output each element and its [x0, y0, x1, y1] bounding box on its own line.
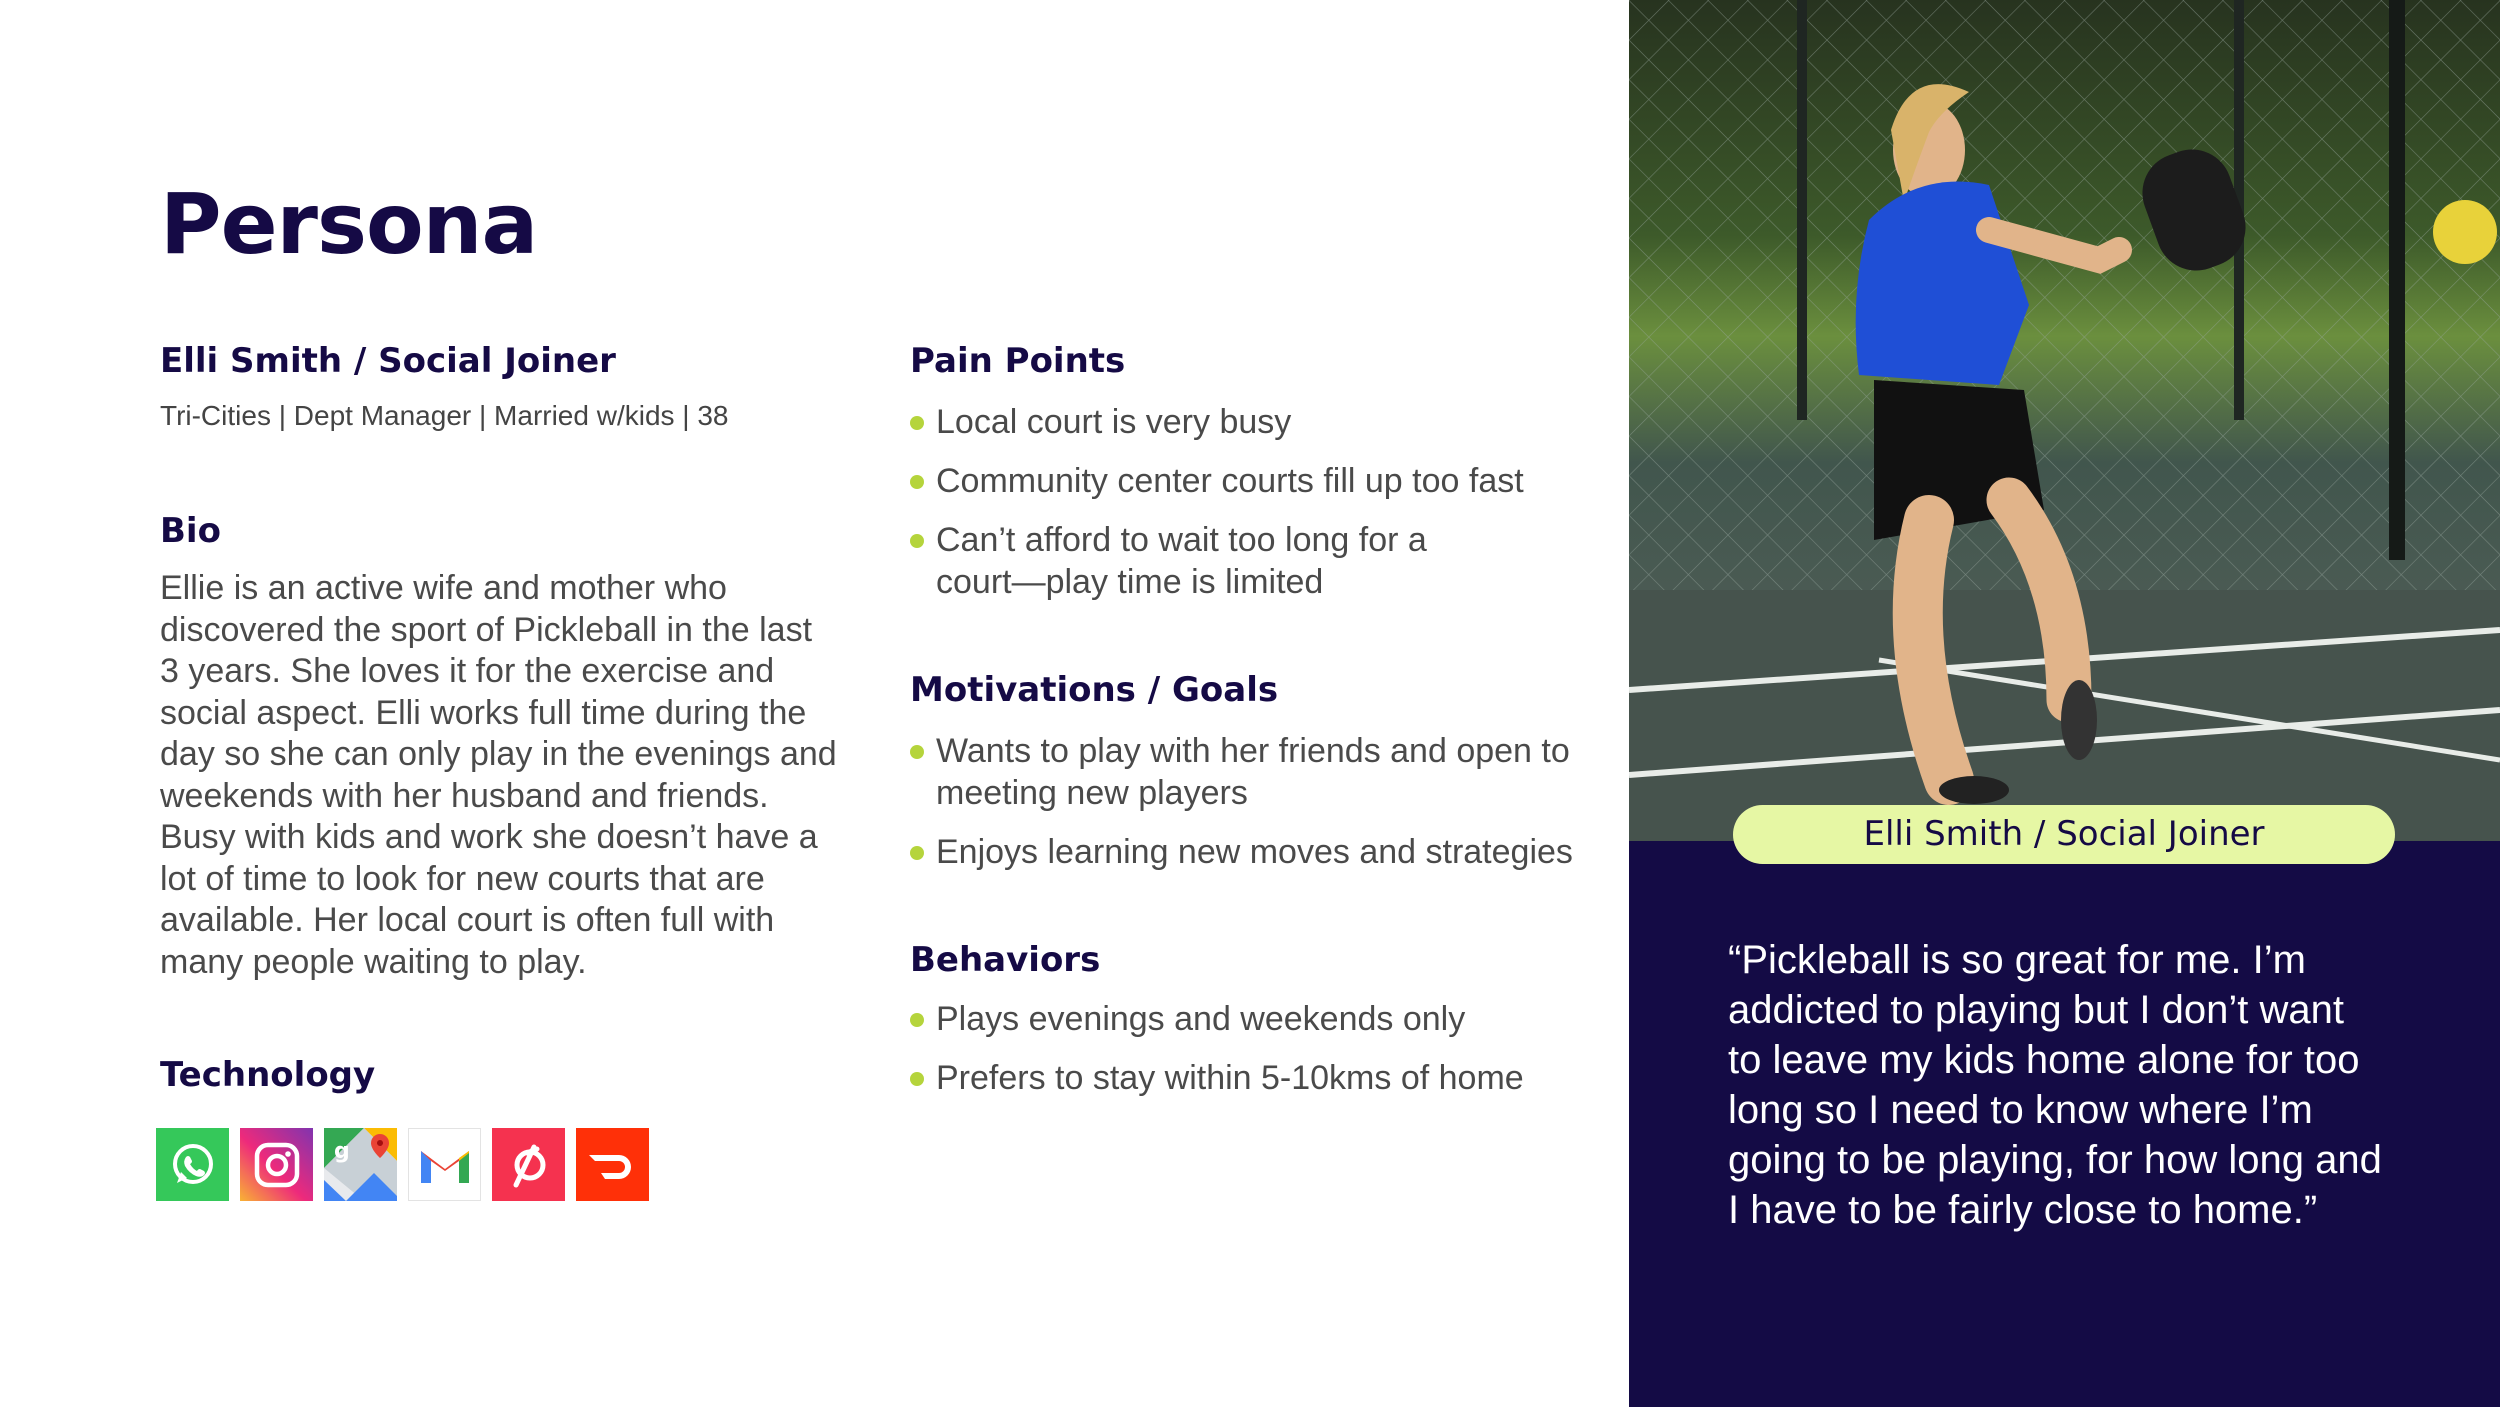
instagram-icon — [240, 1128, 313, 1201]
motivations-heading: Motivations / Goals — [910, 670, 1279, 710]
technology-heading: Technology — [160, 1055, 376, 1095]
pain-points-heading: Pain Points — [910, 341, 1126, 381]
persona-quote: “Pickleball is so great for me. I’m addicted to playing but I don’t want to leave my kids home alone for too long so I need to know where I’m going to be playing, for how long and I have to be fairly close to home.” — [1728, 938, 2382, 1232]
doordash-icon — [576, 1128, 649, 1201]
list-item: Prefers to stay within 5-10kms of home — [910, 1057, 1610, 1099]
persona-name-heading: Elli Smith / Social Joiner — [160, 341, 616, 381]
svg-text:g: g — [334, 1139, 350, 1164]
persona-photo — [1629, 0, 2500, 841]
peloton-icon — [492, 1128, 565, 1201]
google-maps-icon — [324, 1128, 397, 1201]
list-item: Wants to play with her friends and open to meeting new players — [910, 730, 1576, 814]
list-item: Enjoys learning new moves and strategies — [910, 831, 1610, 873]
list-item: Local court is very busy — [910, 401, 1610, 443]
persona-meta: Tri-Cities | Dept Manager | Married w/kids | 38 — [160, 400, 729, 431]
technology-icons — [156, 1128, 649, 1201]
list-item: Community center courts fill up too fast — [910, 460, 1610, 502]
list-item: Can’t afford to wait too long for a court—play time is limited — [910, 519, 1456, 603]
behaviors-list — [910, 998, 1610, 1116]
whatsapp-icon — [156, 1128, 229, 1201]
gmail-icon — [408, 1128, 481, 1201]
photo-name-tag: Elli Smith / Social Joiner — [1733, 805, 2395, 864]
page-title: Persona — [160, 175, 538, 273]
bio-text: Ellie is an active wife and mother who discovered the sport of Pickleball in the last 3 years. She loves it for the exercise and social aspect. Elli works full time during the day so she can only play in the evenings and weekends with her husband and friends. Busy with kids and work she doesn’t have a lot of time to look for new courts that are available. Her local court is often full with many people waiting to play. — [160, 569, 837, 981]
list-item: Plays evenings and weekends only — [910, 998, 1610, 1040]
behaviors-heading: Behaviors — [910, 940, 1101, 980]
pain-points-list — [910, 401, 1610, 620]
motivations-list — [910, 730, 1610, 890]
bio-heading: Bio — [160, 511, 221, 551]
